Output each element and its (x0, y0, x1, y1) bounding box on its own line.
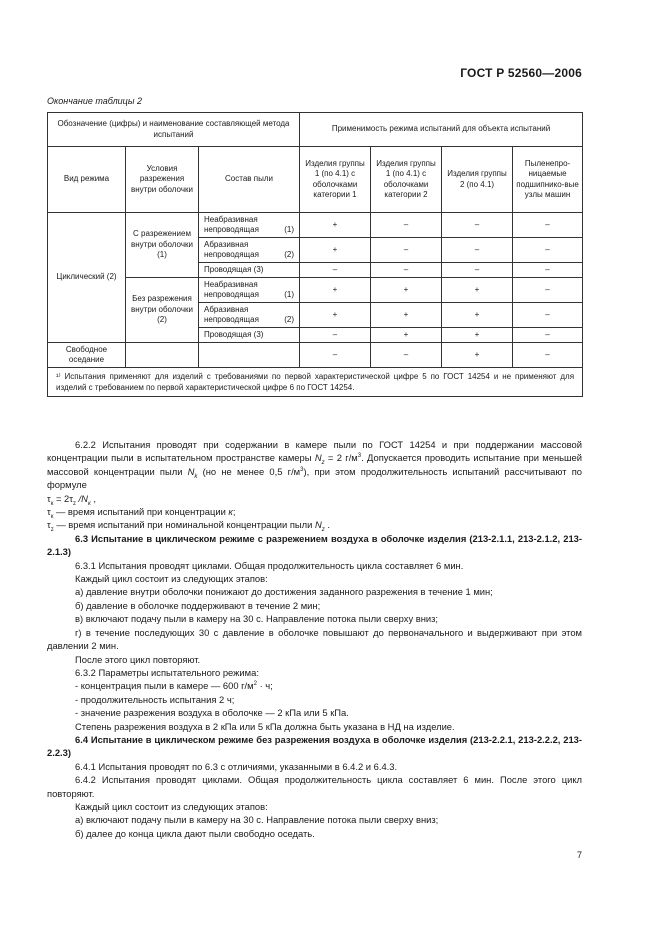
dust-cell (199, 278, 300, 303)
table-footnote-row (48, 368, 583, 397)
table-column-header-row (48, 147, 583, 213)
value-cell: – (300, 343, 371, 368)
dust-cell (199, 238, 300, 263)
table-row (48, 278, 583, 303)
list-item: - продолжительность испытания 2 ч; (75, 693, 235, 705)
dust-label: Неабразивная непроводящая (1) (204, 279, 295, 299)
value-cell: – (442, 263, 513, 278)
paragraph-6-4-2: 6.4.2 Испытания проводят циклами. Общая продолжительность цикла составляет 6 мин. После этого цикл повторяют. (47, 774, 582, 799)
dust-cell: Проводящая (3) (199, 328, 300, 343)
body-text (47, 438, 582, 840)
paragraph-6-4-1: 6.4.1 Испытания проводят по 6.3 с отличиями, указанными в 6.4.2 и 6.4.3. (75, 760, 398, 772)
paragraph: После этого цикл повторяют. (75, 653, 201, 665)
table-footnote: ¹⁾ Испытания применяют для изделий с требованиями по первой характеристической цифре 5 по ГОСТ 14254 и не применяют для изделий с требованием по первой характеристической цифре 6 по ГОСТ 14254. (48, 368, 583, 397)
table-row (48, 213, 583, 238)
empty-cell (199, 343, 300, 368)
list-item: - значение разрежения воздуха в оболочке — 2 кПа или 5 кПа. (75, 707, 349, 719)
value-cell: – (513, 328, 583, 343)
value-cell: – (371, 263, 442, 278)
heading-6-4: 6.4 Испытание в циклическом режиме без разрежения воздуха в оболочке изделия (213-2.2.1, 213-2.2.2, 213-2.2.3) (47, 733, 582, 759)
list-item: - концентрация пыли в камере — 600 $г/м^2 \cdot ч$; (75, 680, 273, 692)
paragraph-6-3-2: 6.3.2 Параметры испытательного режима: (75, 666, 259, 678)
col-header-conditions: Условия разрежения внутри оболочки (126, 147, 199, 213)
paragraph-6-3-1: 6.3.1 Испытания проводят циклами. Общая продолжительность цикла составляет 6 мин. (75, 559, 464, 571)
list-item: а) включают подачу пыли в камеру на 30 с. Направление потока пыли сверху вниз; (75, 814, 439, 826)
cond-with-vacuum-cell: С разрежением внутри оболочки (1) (126, 213, 199, 278)
heading-6-3: 6.3 Испытание в циклическом режиме с разрежением воздуха в оболочке изделия (213-2.1.1, 213-2.1.2, 213-2.1.3) (47, 532, 582, 558)
value-cell: – (513, 278, 583, 303)
paragraph: Каждый цикл состоит из следующих этапов: (75, 800, 268, 812)
value-cell: + (371, 328, 442, 343)
definition-tau-k: $\tau_к$ — время испытаний при концентрации к; (47, 506, 236, 520)
dust-cell (199, 213, 300, 238)
document-header: ГОСТ Р 52560—2006 (460, 66, 582, 80)
list-item: в) включают подачу пыли в камеру на 30 с. Направление потока пыли сверху вниз; (75, 613, 439, 625)
value-cell: – (513, 238, 583, 263)
table-group-header-row (48, 113, 583, 147)
paragraph: Каждый цикл состоит из следующих этапов: (75, 573, 268, 585)
value-cell: + (300, 303, 371, 328)
dust-cell: Проводящая (3) (199, 263, 300, 278)
value-cell: + (300, 278, 371, 303)
group-header-method: Обозначение (цифры) и наименование составляющей метода испытаний (48, 113, 300, 147)
value-cell: + (442, 278, 513, 303)
paragraph: Степень разрежения воздуха в 2 кПа или 5 кПа должна быть указана в НД на изделие. (75, 720, 455, 732)
group-header-applicability: Применимость режима испытаний для объекта испытаний (300, 113, 583, 147)
value-cell: + (442, 343, 513, 368)
value-cell: – (513, 263, 583, 278)
mode-cyclic-cell: Циклический (2) (48, 213, 126, 343)
col-header-obj3: Изделия группы 2 (по 4.1) (442, 147, 513, 213)
dust-cell (199, 303, 300, 328)
table-row (48, 343, 583, 368)
test-modes-table (47, 112, 583, 397)
paragraph-6-2-2: 6.2.2 Испытания проводят при содержании в камере пыли по ГОСТ 14254 и при поддержании массовой концентрации пыли в испытательном пространстве камеры $N_z = 2$ $г/м^3$. Допускается проводить испытание при меньшей массовой концентрации пыли $N_k$ (но не менее 0,5 $г/м^3$), при этом продолжительность испытаний рассчитывают по формуле (47, 439, 582, 491)
value-cell: – (513, 213, 583, 238)
value-cell: – (513, 303, 583, 328)
value-cell: + (371, 278, 442, 303)
col-header-obj1: Изделия группы 1 (по 4.1) с оболочками категории 1 (300, 147, 371, 213)
value-cell: – (513, 343, 583, 368)
value-cell: – (371, 343, 442, 368)
value-cell: + (371, 303, 442, 328)
value-cell: – (442, 238, 513, 263)
list-item: б) давление в оболочке поддерживают в течение 2 мин; (75, 599, 321, 611)
col-header-obj4: Пыленепро-ницаемые подшипнико-вые узлы машин (513, 147, 583, 213)
definition-tau-z: $\tau_z$ — время испытаний при номинальной концентрации пыли $N_z$ . (47, 519, 330, 534)
col-header-obj2: Изделия группы 1 (по 4.1) с оболочками категории 2 (371, 147, 442, 213)
list-item: г) в течение последующих 30 с давление в оболочке повышают до первоначального и выдерживают при этом давлении 2 мин. (47, 626, 582, 652)
value-cell: – (371, 213, 442, 238)
col-header-dust: Состав пыли (199, 147, 300, 213)
table-caption: Окончание таблицы 2 (47, 96, 142, 106)
page-number: 7 (576, 850, 582, 860)
value-cell: + (300, 238, 371, 263)
value-cell: – (442, 213, 513, 238)
cond-without-vacuum-cell: Без разрежения внутри оболочки (2) (126, 278, 199, 343)
dust-label: Абразивная непроводящая (2) (204, 239, 295, 259)
mode-free-settling-cell: Свободное оседание (48, 343, 126, 368)
formula: $\tau_к = 2\tau_z$ $/N_к$ , (47, 492, 96, 507)
empty-cell (126, 343, 199, 368)
value-cell: + (442, 328, 513, 343)
value-cell: – (300, 328, 371, 343)
col-header-mode: Вид режима (48, 147, 126, 213)
list-item: б) далее до конца цикла дают пыли свободно оседать. (75, 827, 315, 839)
value-cell: – (371, 238, 442, 263)
value-cell: + (300, 213, 371, 238)
value-cell: + (442, 303, 513, 328)
list-item: а) давление внутри оболочки понижают до достижения заданного разрежения в течение 1 мин; (75, 586, 493, 598)
dust-label: Неабразивная непроводящая (1) (204, 214, 295, 234)
dust-label: Абразивная непроводящая (2) (204, 304, 295, 324)
value-cell: – (300, 263, 371, 278)
